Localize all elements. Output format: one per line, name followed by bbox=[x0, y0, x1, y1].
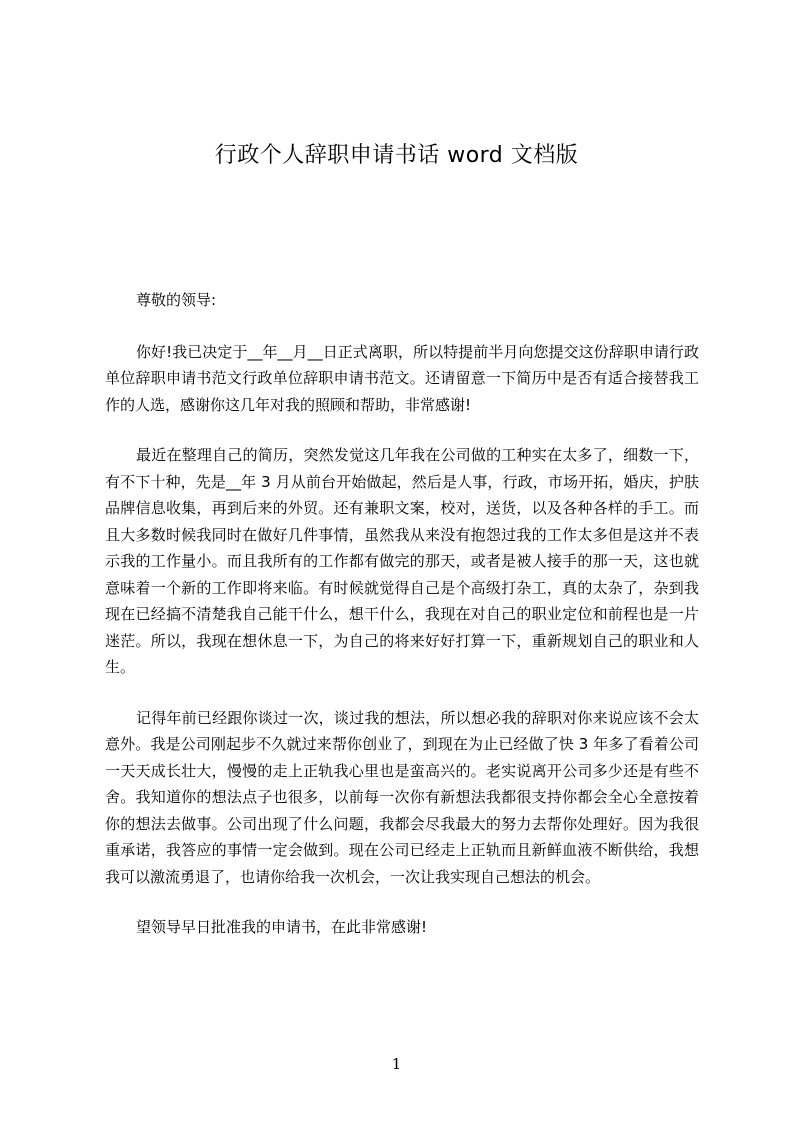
paragraph-3: 记得年前已经跟你谈过一次，谈过我的想法，所以想必我的辞职对你来说应该不会太意外。我是公司刚起步不久就过来帮你创业了，到现在为止已经做了快 3 年多了看着公司一天天成长壮大，慢慢的走上正轨我心里也是蛮高兴的。老实说离开公司多少还是有些不舍。我知道你的想法点子也很多，以前每一次你有新想法我都很支持你都会全心全意按着你的想法去做事。公司出现了什么问题，我都会尽我最大的努力去帮你处理好。因为我很重承诺，我答应的事情一定会做到。现在公司已经走上正轨而且新鲜血液不断供给，我想我可以激流勇退了，也请你给我一次机会，一次让我实现自己想法的机会。 bbox=[105, 708, 699, 886]
closing-line: 望领导早日批准我的申请书，在此非常感谢! bbox=[136, 918, 428, 936]
page-number: 1 bbox=[391, 1055, 402, 1073]
paragraph-1: 你好!我已决定于__年__月__日正式离职，所以特提前半月向您提交这份辞职申请行政单位辞职申请书范文行政单位辞职申请书范文。还请留意一下简历中是否有适合接替我工作的人选，感谢你这几年对我的照顾和帮助，非常感谢! bbox=[105, 342, 699, 414]
document-title: 行政个人辞职申请书话 word 文档版 bbox=[214, 143, 579, 168]
salutation: 尊敬的领导: bbox=[136, 291, 217, 309]
paragraph-2: 最近在整理自己的简历，突然发觉这几年我在公司做的工种实在太多了，细数一下，有不下十种，先是__年 3 月从前台开始做起，然后是人事，行政，市场开拓，婚庆，护肤品牌信息收集，再到后来的外贸。还有兼职文案，校对，送货，以及各种各样的手工。而且大多数时候我同时在做好几件事情，虽然我从来没有抱怨过我的工作太多但是这并不表示我的工作量小。而且我所有的工作都有做完的那天，或者是被人接手的那一天，这也就意味着一个新的工作即将来临。有时候就觉得自己是个高级打杂工，真的太杂了，杂到我现在已经搞不清楚我自己能干什么，想干什么，我现在对自己的职业定位和前程也是一片迷茫。所以，我现在想休息一下，为自己的将来好好打算一下，重新规划自己的职业和人生。 bbox=[105, 446, 699, 676]
document-body bbox=[105, 287, 699, 941]
